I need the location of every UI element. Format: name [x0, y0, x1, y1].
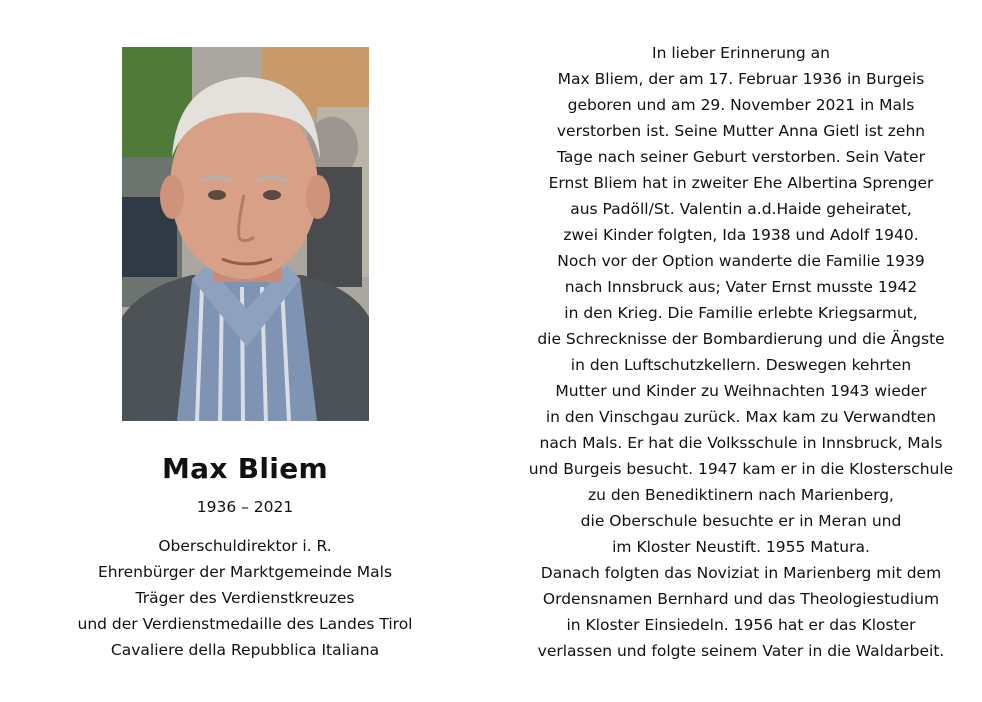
honors-list: [0, 533, 490, 663]
biography-line: Danach folgten das Noviziat in Marienberg mit dem: [540, 564, 942, 582]
biography-line: die Schrecknisse der Bombardierung und die Ängste: [537, 330, 945, 348]
biography-line: verstorben ist. Seine Mutter Anna Gietl ist zehn: [556, 122, 926, 140]
biography-text: [500, 40, 982, 664]
biography-line: im Kloster Neustift. 1955 Matura.: [612, 538, 870, 556]
biography-line: in den Luftschutzkellern. Deswegen kehrten: [570, 356, 912, 374]
biography-line: Mutter und Kinder zu Weihnachten 1943 wieder: [555, 382, 927, 400]
biography-line: Max Bliem, der am 17. Februar 1936 in Burgeis: [557, 70, 925, 88]
biography-line: geboren und am 29. November 2021 in Mals: [567, 96, 915, 114]
biography-line: nach Mals. Er hat die Volksschule in Innsbruck, Mals: [539, 434, 943, 452]
life-years: 1936 – 2021: [196, 498, 294, 516]
honor-line: und der Verdienstmedaille des Landes Tirol: [77, 615, 413, 633]
honor-line: Oberschuldirektor i. R.: [158, 537, 332, 555]
honor-line: Ehrenbürger der Marktgemeinde Mals: [97, 563, 393, 581]
honor-line: Cavaliere della Repubblica Italiana: [110, 641, 380, 659]
biography-line: Tage nach seiner Geburt verstorben. Sein Vater: [557, 148, 925, 166]
biography-line: zwei Kinder folgten, Ida 1938 und Adolf 1940.: [563, 226, 919, 244]
biography-line: nach Innsbruck aus; Vater Ernst musste 1942: [564, 278, 918, 296]
biography-line: und Burgeis besucht. 1947 kam er in die Klosterschule: [528, 460, 954, 478]
biography-line: Ordensnamen Bernhard und das Theologiestudium: [542, 590, 940, 608]
biography-line: Noch vor der Option wanderte die Familie 1939: [557, 252, 925, 270]
portrait-column: [0, 0, 490, 702]
biography-line: zu den Benediktinern nach Marienberg,: [587, 486, 894, 504]
biography-line: aus Padöll/St. Valentin a.d.Haide geheiratet,: [570, 200, 912, 218]
biography-line: in den Vinschgau zurück. Max kam zu Verwandten: [545, 408, 937, 426]
portrait-photo: [122, 47, 369, 421]
biography-line: in den Krieg. Die Familie erlebte Kriegsarmut,: [564, 304, 918, 322]
deceased-name: Max Bliem: [162, 452, 328, 485]
biography-line: In lieber Erinnerung an: [652, 44, 830, 62]
biography-line: verlassen und folgte seinem Vater in die Waldarbeit.: [537, 642, 945, 660]
honor-line: Träger des Verdienstkreuzes: [135, 589, 355, 607]
biography-line: in Kloster Einsiedeln. 1956 hat er das Kloster: [566, 616, 916, 634]
biography-line: Ernst Bliem hat in zweiter Ehe Albertina Sprenger: [548, 174, 934, 192]
biography-line: die Oberschule besuchte er in Meran und: [580, 512, 902, 530]
